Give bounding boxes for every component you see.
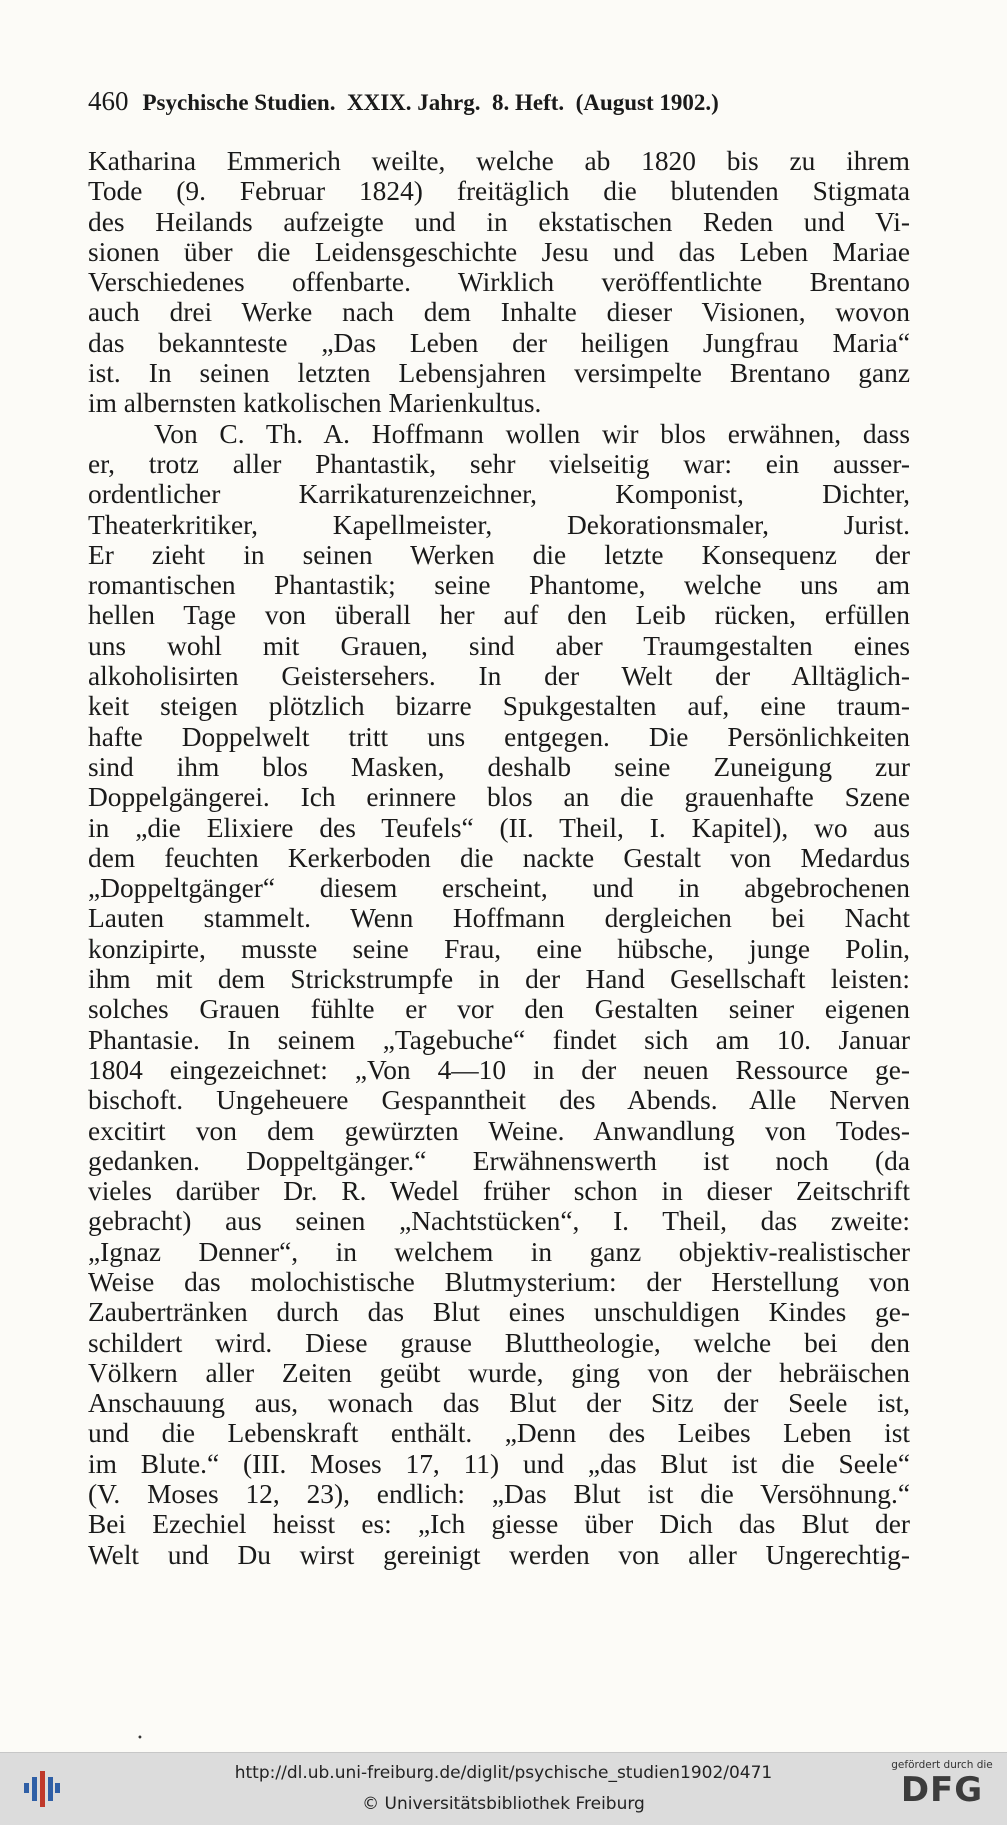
text-line: Völkern aller Zeiten geübt wurde, ging von der hebräischen: [88, 1357, 910, 1388]
text-line: im albernsten katkolischen Marienkultus.: [88, 388, 542, 419]
text-line: dem feuchten Kerkerboden die nackte Gestalt von Medardus: [88, 842, 910, 873]
text-line: ordentlicher Karrikaturenzeichner, Komponist, Dichter,: [88, 479, 910, 510]
dfg-logo-text: DFG: [900, 1770, 984, 1810]
text-line: Phantasie. In seinem „Tagebuche“ findet sich am 10. Januar: [88, 1024, 910, 1055]
text-line: Weise das molochistische Blutmysterium: der Herstellung von: [88, 1266, 910, 1297]
text-line: romantischen Phantastik; seine Phantome, welche uns am: [88, 570, 910, 601]
running-title: Psychische Studien. XXIX. Jahrg. 8. Heft. (August 1902.): [142, 90, 719, 115]
text-line: Er zieht in seinen Werken die letzte Konsequenz der: [88, 539, 910, 570]
text-line: solches Grauen fühlte er vor den Gestalten seiner eigenen: [88, 994, 910, 1025]
text-line: bischoft. Ungeheuere Gespanntheit des Abends. Alle Nerven: [88, 1085, 910, 1116]
text-line: gebracht) aus seinen „Nachtstücken“, I. Theil, das zweite:: [88, 1206, 910, 1237]
text-line: keit steigen plötzlich bizarre Spukgestalten auf, eine traum-: [88, 691, 910, 722]
text-line: Welt und Du wirst gereinigt werden von aller Ungerechtig-: [88, 1539, 910, 1570]
text-line: des Heilands aufzeigte und in ekstatischen Reden und Vi-: [88, 206, 910, 237]
text-line: Anschauung aus, wonach das Blut der Sitz der Seele ist,: [88, 1388, 910, 1419]
text-line: Tode (9. Februar 1824) freitäglich die blutenden Stigmata: [88, 176, 910, 207]
dfg-tagline: gefördert durch die: [891, 1759, 993, 1771]
text-line: Doppelgängerei. Ich erinnere blos an die grauenhafte Szene: [88, 782, 910, 813]
text-line: „Doppeltgänger“ diesem erscheint, und in abgebrochenen: [88, 873, 910, 904]
text-line: vieles darüber Dr. R. Wedel früher schon in dieser Zeitschrift: [88, 1176, 910, 1207]
text-line: sind ihm blos Masken, deshalb seine Zuneigung zur: [88, 751, 910, 782]
dfg-logo: [884, 1759, 1000, 1809]
text-line: alkoholisirten Geistersehers. In der Welt der Alltäglich-: [88, 661, 910, 692]
text-line: Theaterkritiker, Kapellmeister, Dekorationsmaler, Jurist.: [88, 509, 910, 540]
text-line: er, trotz aller Phantastik, sehr vielseitig war: ein ausser-: [88, 448, 910, 479]
text-line: im Blute.“ (III. Moses 17, 11) und „das Blut ist die Seele“: [88, 1448, 910, 1479]
text-line: 1804 eingezeichnet: „Von 4—10 in der neuen Ressource ge-: [88, 1054, 910, 1085]
text-line: das bekannteste „Das Leben der heiligen Jungfrau Maria“: [88, 327, 910, 358]
text-line: Lauten stammelt. Wenn Hoffmann dergleichen bei Nacht: [88, 903, 910, 934]
text-line: ihm mit dem Strickstrumpfe in der Hand Gesellschaft leisten:: [88, 964, 910, 995]
text-line: auch drei Werke nach dem Inhalte dieser Visionen, wovon: [88, 297, 910, 328]
text-line: gedanken. Doppeltgänger.“ Erwähnenswerth ist noch (da: [88, 1145, 910, 1176]
page-speck: •: [137, 1733, 143, 1744]
source-url-link[interactable]: http://dl.ub.uni-freiburg.de/diglit/psychische_studien1902/0471: [234, 1763, 773, 1783]
text-line: Verschiedenes offenbarte. Wirklich veröffentlichte Brentano: [88, 267, 910, 298]
running-header: [88, 86, 928, 117]
text-line: Von C. Th. A. Hoffmann wollen wir blos erwähnen, dass: [154, 418, 910, 449]
text-line: in „die Elixiere des Teufels“ (II. Theil, I. Kapitel), wo aus: [88, 812, 910, 843]
text-line: „Ignaz Denner“, in welchem in ganz objektiv-realistischer: [88, 1236, 910, 1267]
copyright-notice: © Universitätsbibliothek Freiburg: [362, 1794, 645, 1814]
text-line: sionen über die Leidensgeschichte Jesu und das Leben Mariae: [88, 236, 910, 267]
text-line: uns wohl mit Grauen, sind aber Traumgestalten eines: [88, 630, 910, 661]
text-line: und die Lebenskraft enthält. „Denn des Leibes Leben ist: [88, 1418, 910, 1449]
text-line: ist. In seinen letzten Lebensjahren versimpelte Brentano ganz: [88, 358, 910, 389]
text-line: hafte Doppelwelt tritt uns entgegen. Die Persönlichkeiten: [88, 721, 910, 752]
text-line: (V. Moses 12, 23), endlich: „Das Blut ist die Versöhnung.“: [88, 1479, 910, 1510]
text-line: schildert wird. Diese grause Bluttheologie, welche bei den: [88, 1327, 910, 1358]
text-line: Zaubertränken durch das Blut eines unschuldigen Kindes ge-: [88, 1297, 910, 1328]
body-text: [88, 146, 910, 1570]
text-line: Katharina Emmerich weilte, welche ab 1820 bis zu ihrem: [88, 146, 910, 176]
page-number: 460: [88, 86, 129, 116]
text-line: Bei Ezechiel heisst es: „Ich giesse über Dich das Blut der: [88, 1509, 910, 1540]
footer-bar: [0, 1752, 1007, 1825]
text-line: hellen Tage von überall her auf den Leib rücken, erfüllen: [88, 600, 910, 631]
text-line: konzipirte, musste seine Frau, eine hübsche, junge Polin,: [88, 933, 910, 964]
text-line: excitirt von dem gewürzten Weine. Anwandlung von Todes-: [88, 1115, 910, 1146]
